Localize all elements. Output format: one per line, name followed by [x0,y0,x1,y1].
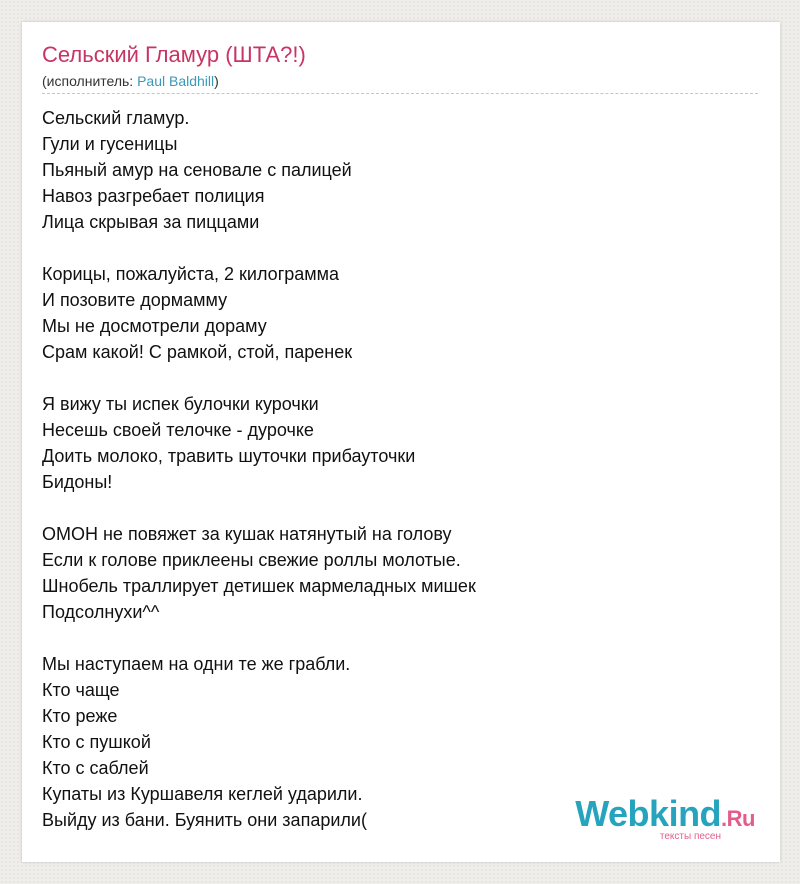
lyrics-stanza [42,521,758,625]
lyrics-card [22,22,780,862]
lyrics-line: Мы наступаем на одни те же грабли. [42,654,351,674]
lyrics-line: Мы не досмотрели дораму [42,316,267,336]
lyrics-line: Шнобель траллирует детишек мармеладных мишек [42,576,476,596]
lyrics-line: Кто с пушкой [42,732,151,752]
lyrics-line: Выйду из бани. Буянить они запарили( [42,810,367,830]
lyrics-line: Пьяный амур на сеновале с палицей [42,160,352,180]
lyrics-line: Корицы, пожалуйста, 2 килограмма [42,264,340,284]
song-title: Сельский Гламур (ШТА?!) [42,42,306,67]
divider [42,93,758,94]
lyrics-line: Если к голове приклеены свежие роллы молотые. [42,550,461,570]
lyrics-line: Кто чаще [42,680,120,700]
lyrics-line: Подсолнухи^^ [42,602,160,622]
lyrics-line: Срам какой! С рамкой, стой, паренек [42,342,353,362]
lyrics-line: Гули и гусеницы [42,134,178,154]
lyrics-line: Купаты из Куршавеля кеглей ударили. [42,784,363,804]
lyrics-line: Несешь своей телочке - дурочке [42,420,314,440]
lyrics-line: Я вижу ты испек булочки курочки [42,394,319,414]
lyrics-line: Бидоны! [42,472,113,492]
lyrics-line: И позовите дормамму [42,290,228,310]
lyrics-stanza [42,105,758,235]
artist-line [42,73,219,89]
lyrics-stanza [42,391,758,495]
lyrics-body [42,105,758,859]
lyrics-line: Сельский гламур. [42,108,190,128]
webkind-logo[interactable] [565,793,755,842]
artist-prefix: (исполнитель: [42,73,138,89]
lyrics-line: Доить молоко, травить шуточки прибауточки [42,446,416,466]
lyrics-line: ОМОН не повяжет за кушак натянутый на голову [42,524,452,544]
lyrics-line: Навоз разгребает полиция [42,186,265,206]
lyrics-line: Лица скрывая за пиццами [42,212,260,232]
logo-tld: .Ru [721,806,755,831]
lyrics-line: Кто с саблей [42,758,149,778]
lyrics-line: Кто реже [42,706,118,726]
logo-tagline: тексты песен [659,831,721,842]
logo-main-text: Webkind [575,793,722,834]
artist-suffix: ) [214,73,219,89]
lyrics-stanza [42,261,758,365]
artist-link[interactable]: Paul Baldhill [137,73,215,89]
